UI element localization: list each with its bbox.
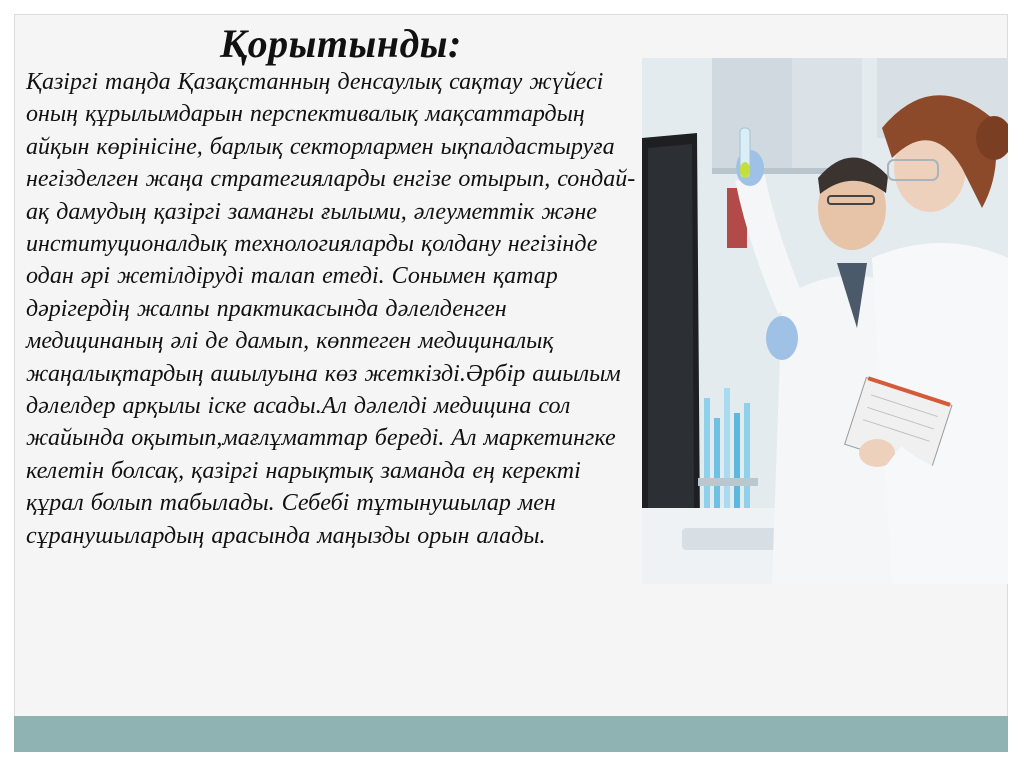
laboratory-scene-illustration	[642, 58, 1008, 584]
bottom-accent-band	[14, 716, 1008, 752]
slide-title: Қорытынды:	[220, 21, 462, 66]
laboratory-photo	[642, 58, 1008, 584]
slide-body-text: Қазіргі таңда Қазақстанның денсаулық сақтау жүйесі оның құрылымдарын перспективалық мақсаттардың айқын көрінісіне, барлық секторлармен ықпалдастыруға негізделген жаңа стратегияларды енгізе отырып, сондай-ақ дамудың қазіргі заманғы ғылыми, әлеуметтік және институционалдық технологияларды қолдану негізінде одан әрі жетілдіруді талап етеді. Сонымен қатар дәрігердің жалпы практикасында дәлелденген медицинаның әлі де дамып, көптеген медициналық жаңалықтардың ашылуына көз жеткізді.Әрбір ашылым дәлелдер арқылы іске асады.Ал дәлелді медицина сол жайында оқытып,мағлұматтар береді. Ал маркетингке келетін болсақ, қазіргі нарықтық заманда ең керекті құрал болып табылады. Себебі тұтынушылар мен сұранушылардың арасында маңызды орын алады.	[26, 69, 636, 549]
